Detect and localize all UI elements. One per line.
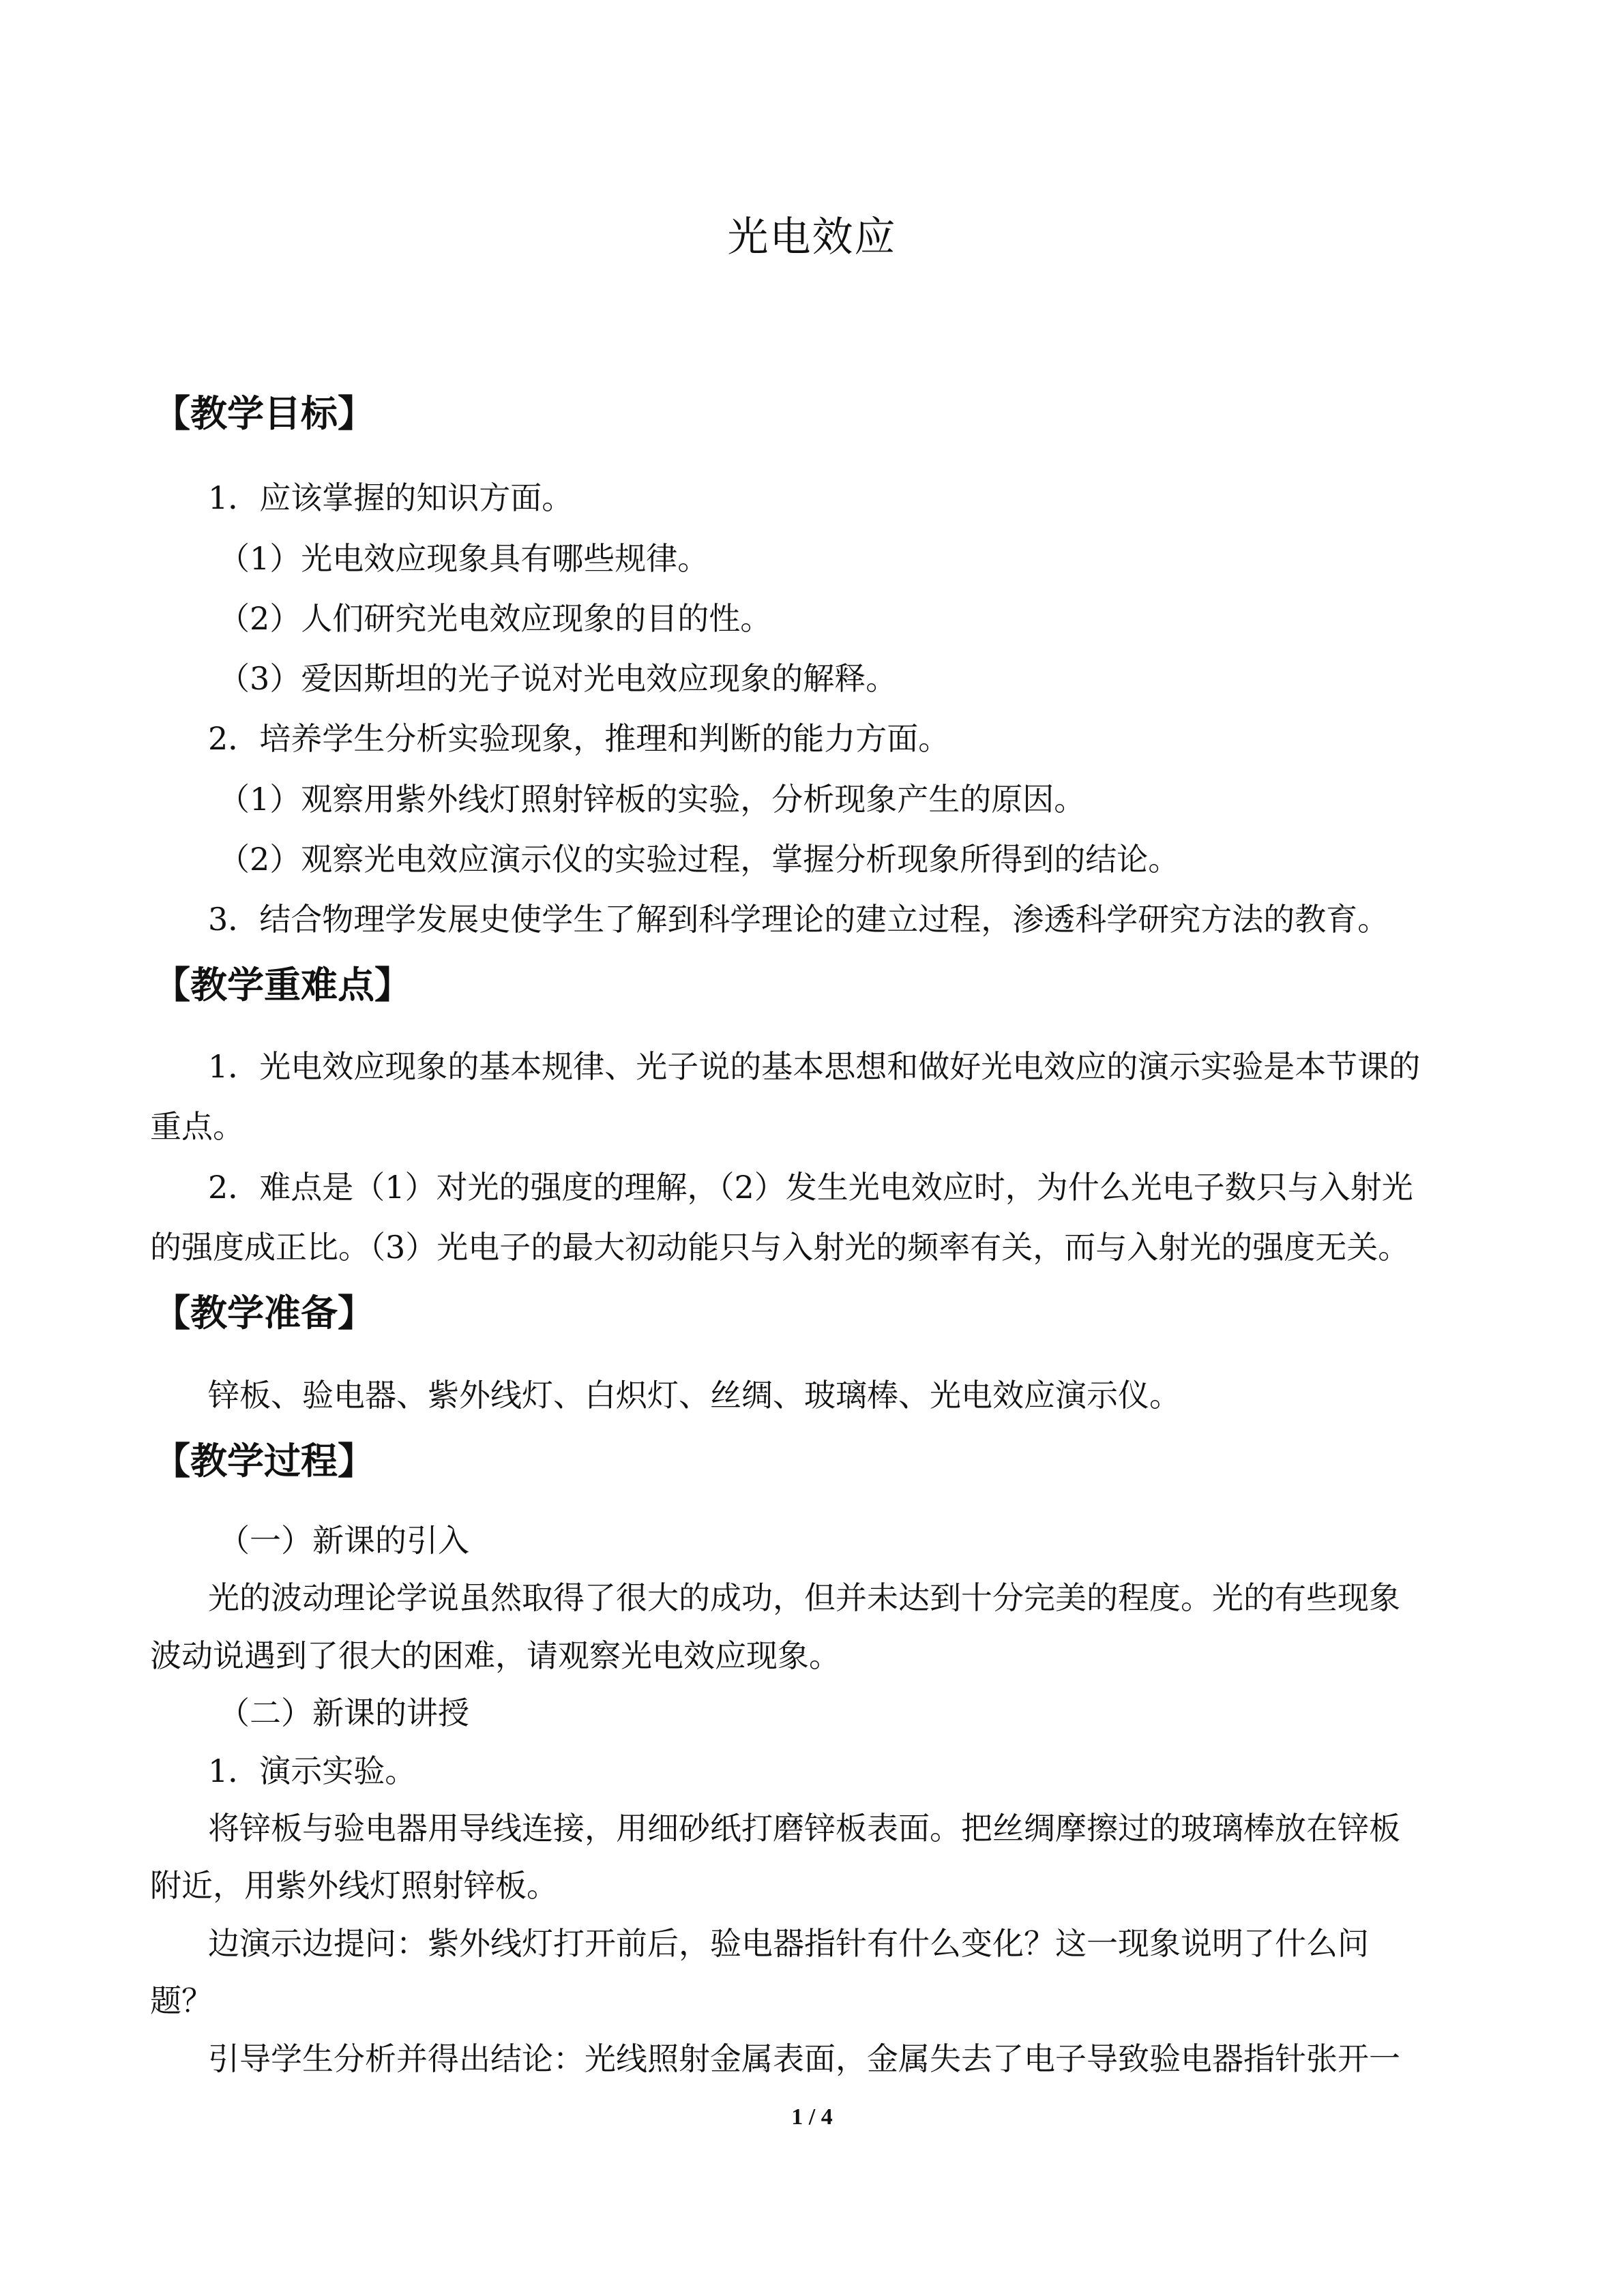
heading-key-points: 【教学重难点】 xyxy=(153,964,411,1007)
process-line: 题？ xyxy=(150,1982,213,2019)
process-line: 边演示边提问：紫外线灯打开前后，验电器指针有什么变化？这一现象说明了什么问 xyxy=(208,1925,1369,1962)
objectives-line: 1．应该掌握的知识方面。 xyxy=(208,479,574,516)
document-title: 光电效应 xyxy=(727,213,897,261)
key-points-line: 2．难点是（1）对光的强度的理解，（2）发生光电效应时，为什么光电子数只与入射光 xyxy=(208,1169,1413,1206)
heading-objectives: 【教学目标】 xyxy=(153,392,374,435)
process-line: （二）新课的讲授 xyxy=(218,1695,469,1731)
page-number: 1 / 4 xyxy=(791,2104,833,2130)
heading-preparation: 【教学准备】 xyxy=(153,1292,374,1335)
objectives-line: （2）人们研究光电效应现象的目的性。 xyxy=(218,600,772,637)
process-line: 引导学生分析并得出结论：光线照射金属表面，金属失去了电子导致验电器指针张开一 xyxy=(208,2040,1400,2077)
objectives-line: （3）爱因斯坦的光子说对光电效应现象的解释。 xyxy=(218,660,898,697)
process-line: 波动说遇到了很大的困难，请观察光电效应现象。 xyxy=(150,1637,840,1674)
key-points-line: 重点。 xyxy=(150,1108,244,1145)
objectives-line: （1）光电效应现象具有哪些规律。 xyxy=(218,540,709,577)
key-points-line: 的强度成正比。（3）光电子的最大初动能只与入射光的频率有关，而与入射光的强度无关。 xyxy=(150,1229,1410,1266)
process-line: 1．演示实验。 xyxy=(208,1753,417,1789)
process-line: 附近，用紫外线灯照射锌板。 xyxy=(150,1867,558,1904)
heading-process: 【教学过程】 xyxy=(153,1440,374,1482)
process-line: 光的波动理论学说虽然取得了很大的成功，但并未达到十分完美的程度。光的有些现象 xyxy=(208,1579,1400,1616)
process-line: （一）新课的引入 xyxy=(218,1522,469,1559)
objectives-line: （2）观察光电效应演示仪的实验过程，掌握分析现象所得到的结论。 xyxy=(218,841,1180,878)
objectives-line: （1）观察用紫外线灯照射锌板的实验，分析现象产生的原因。 xyxy=(218,781,1086,818)
process-line: 将锌板与验电器用导线连接，用细砂纸打磨锌板表面。把丝绸摩擦过的玻璃棒放在锌板 xyxy=(208,1810,1400,1847)
preparation-line: 锌板、验电器、紫外线灯、白炽灯、丝绸、玻璃棒、光电效应演示仪。 xyxy=(208,1377,1181,1414)
key-points-line: 1．光电效应现象的基本规律、光子说的基本思想和做好光电效应的演示实验是本节课的 xyxy=(208,1048,1421,1085)
objectives-line: 3．结合物理学发展史使学生了解到科学理论的建立过程，渗透科学研究方法的教育。 xyxy=(208,901,1389,938)
objectives-line: 2．培养学生分析实验现象，推理和判断的能力方面。 xyxy=(208,720,950,757)
